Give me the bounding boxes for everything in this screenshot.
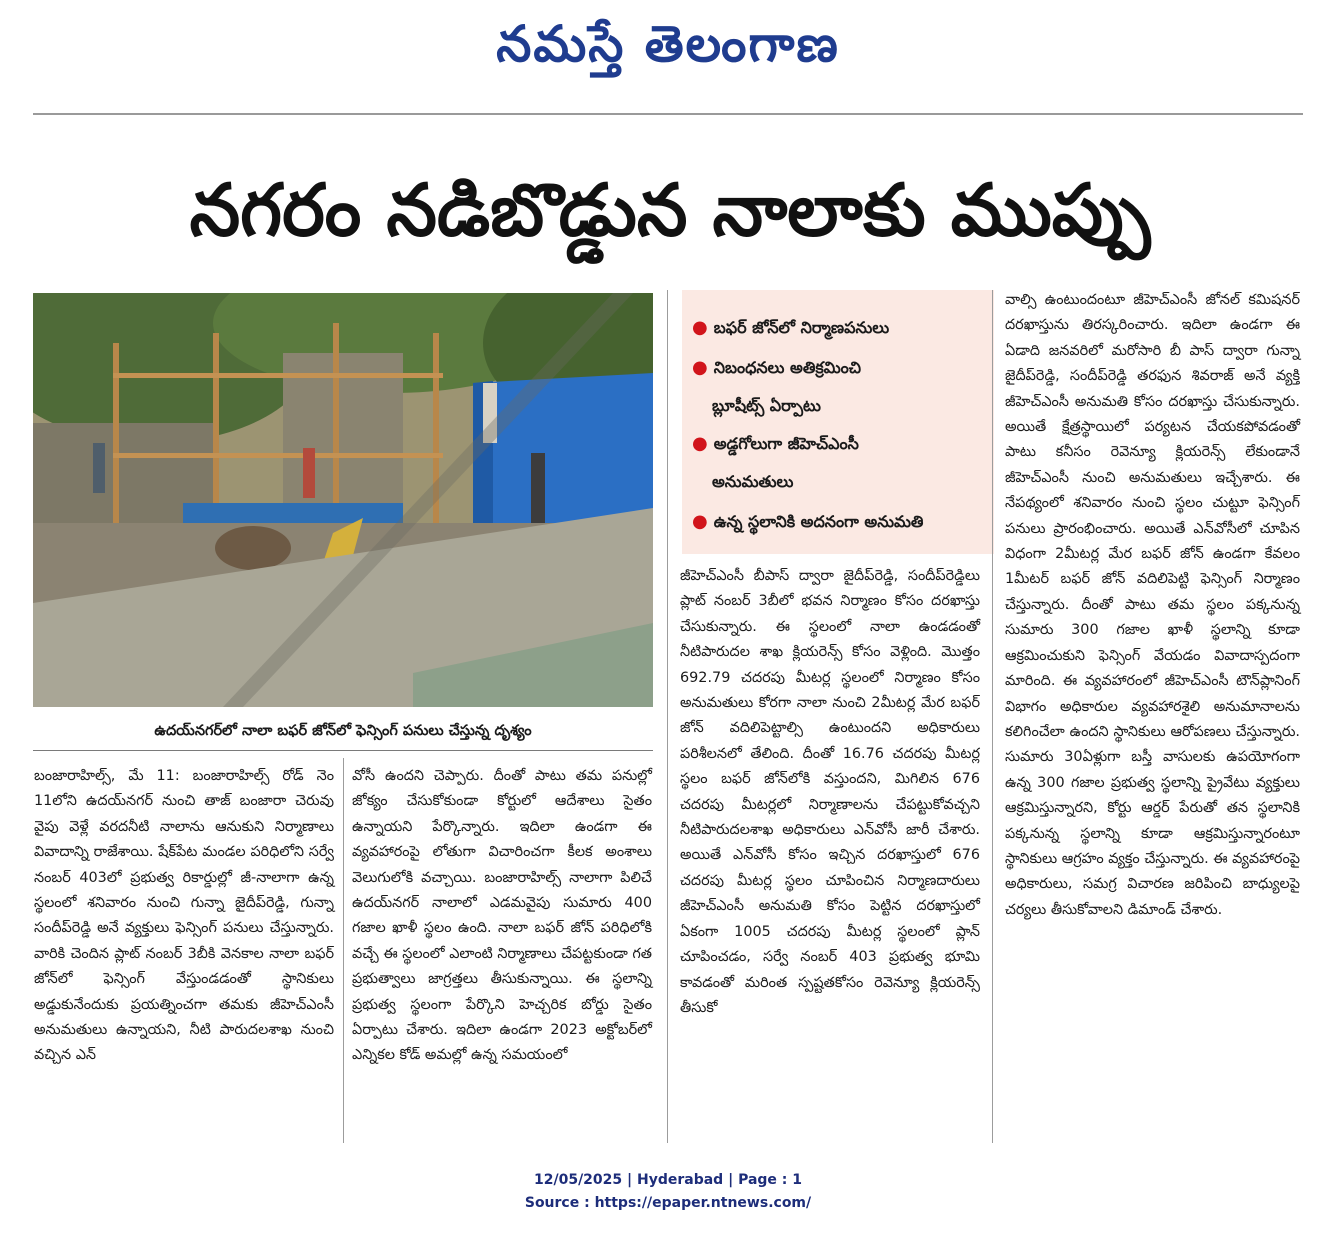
highlight-item: ● బఫర్ జోన్‌లో నిర్మాణపనులు	[692, 317, 890, 338]
bullet-icon: ●	[692, 317, 708, 338]
article-column-2	[352, 764, 652, 1144]
article-text: బంజారాహిల్స్, మే 11: బంజారాహిల్స్ రోడ్ నెం 11లోని ఉదయ్‌నగర్ నుంచి తాజ్ బంజారా చెరువు వైపు వెళ్లే వరదనీటి నాలాను ఆనుకుని నిర్మాణాలు వివాదాన్ని రాజేశాయి. షేక్‌పేట మండల పరిధిలోని సర్వే నంబర్ 403లో ప్రభుత్వ రికార్డుల్లో జీ-నాలాగా ఉన్న స్థలంలో శనివారం నుంచి గున్నా జైదీప్‌రెడ్డి, గున్నా సందీప్‌రెడ్డి అనే వ్యక్తులు ఫెన్సింగ్ పనులు చేస్తున్నారు. వారికి చెందిన ప్లాట్ నంబర్ 3బీకి వెనకాల నాలా బఫర్ జోన్‌లో ఫెన్సింగ్ వేస్తుండడంతో స్థానికులు అడ్డుకునేందుకు ప్రయత్నించగా తమకు జీహెచ్ఎంసీ అనుమతులు ఉన్నాయని, నీటి పారుదలశాఖ నుంచి వచ్చిన ఎన్	[34, 768, 334, 1064]
photo-caption-text: ఉదయ్‌నగర్‌లో నాలా బఫర్ జోన్‌లో ఫెన్సింగ్ పనులు చేస్తున్న దృశ్యం	[154, 723, 532, 739]
article-column-4	[1005, 288, 1300, 1144]
highlight-item-continued: బ్లూషీట్స్ ఏర్పాటు	[712, 396, 821, 415]
headline: నగరం నడిబొడ్డున నాలాకు ముప్పు	[189, 168, 1151, 252]
article-text: వోసీ ఉందని చెప్పారు. దీంతో పాటు తమ పనుల్లో జోక్యం చేసుకోకుండా కోర్టులో ఆదేశాలు సైతం ఉన్నాయని పేర్కొన్నారు. ఇదిలా ఉండగా ఈ వ్యవహారంపై లోతుగా విచారించగా కీలక అంశాలు వెలుగులోకి వచ్చాయి. బంజారాహిల్స్ నాలాగా పిలిచే ఉదయ్‌నగర్ నాలాలో ఎడమవైపు సుమారు 400 గజాల ఖాళీ స్థలం ఉంది. నాలా బఫర్ జోన్ పరిధిలోకి వచ్చే ఈ స్థలంలో ఎలాంటి నిర్మాణాలు చేపట్టకుండా గత ప్రభుత్వాలు జాగ్రత్తలు తీసుకున్నాయి. ఈ స్థలాన్ని ప్రభుత్వ స్థలంగా పేర్కొని హెచ్చరిక బోర్డు సైతం ఏర్పాటు చేశారు. ఇదిలా ఉండగా 2023 అక్టోబర్‌లో ఎన్నికల కోడ్ అమల్లో ఉన్న సమయంలో	[352, 768, 652, 1064]
news-photo	[33, 293, 653, 707]
top-rule	[33, 113, 1303, 115]
article-column-3	[680, 564, 980, 1144]
highlight-item: ● అడ్డగోలుగా జీహెచ్ఎంసీ	[692, 433, 859, 454]
bullet-icon: ●	[692, 433, 708, 454]
highlight-item: ● ఉన్న స్థలానికి అదనంగా అనుమతి	[692, 511, 924, 532]
highlights-box	[682, 290, 994, 554]
column-divider	[992, 290, 993, 1143]
headline-block	[30, 145, 1310, 275]
bullet-icon: ●	[692, 357, 708, 378]
highlight-item: ● నిబంధనలు అతిక్రమించి	[692, 357, 862, 378]
photo-caption	[33, 712, 653, 751]
footer-source-line: Source : https://epaper.ntnews.com/	[524, 1195, 812, 1211]
masthead-title: నమస్తే తెలంగాణ	[496, 14, 840, 73]
column-divider	[667, 290, 668, 1143]
article-text: జీహెచ్ఎంసీ బీపాస్ ద్వారా జైదీప్‌రెడ్డి, సందీప్‌రెడ్డిలు ప్లాట్ నంబర్ 3బీలో భవన నిర్మాణం కోసం దరఖాస్తు చేసుకున్నారు. ఈ స్థలంలో నాలా ఉండడంతో నీటిపారుదల శాఖ క్లియరెన్స్ కోసం వెళ్లింది. మొత్తం 692.79 చదరపు మీటర్ల స్థలంలో నిర్మాణం కోసం అనుమతులు కోరగా నాలా నుంచి 2మీటర్ల మేర బఫర్ జోన్ వదిలిపెట్టాల్సి ఉంటుందని అధికారులు పరిశీలనలో తేలింది. దీంతో 16.76 చదరపు మీటర్ల స్థలం బఫర్ జోన్‌లోకి వస్తుందని, మిగిలిన 676 చదరపు మీటర్లలో నిర్మాణాలను చేపట్టుకోవచ్చని నీటిపారుదలశాఖ అధికారులు ఎన్‌వోసీ జారీ చేశారు. అయితే ఎన్‌వోసీ కోసం ఇచ్చిన దరఖాస్తులో 676 చదరపు మీటర్ల స్థలం చూపించిన నిర్మాణదారులు జీహెచ్ఎంసీ అనుమతి కోసం పెట్టిన దరఖాస్తులో ఏకంగా 1005 చదరపు మీటర్ల స్థలంలో ప్లాన్ చూపించడం, సర్వే నంబర్ 403 ప్రభుత్వ భూమి కావడంతో మరింత స్పష్టతకోసం రెవెన్యూ క్లియరెన్స్ తీసుకో	[680, 568, 980, 1016]
article-column-1	[34, 764, 334, 1144]
highlight-item-continued: అనుమతులు	[712, 472, 794, 491]
masthead	[0, 8, 1336, 80]
footer-date-line: 12/05/2025 | Hyderabad | Page : 1	[533, 1172, 803, 1188]
column-divider	[343, 758, 344, 1143]
article-text: వాల్సి ఉంటుందంటూ జీహెచ్ఎంసీ జోనల్ కమిషనర్ దరఖాస్తును తిరస్కరించారు. ఇదిలా ఉండగా ఈ ఏడాది జనవరిలో మరోసారి బీ పాస్ ద్వారా గున్నా జైదీప్‌రెడ్డి, సందీప్‌రెడ్డి తరఫున శివరాజ్ అనే వ్యక్తి జీహెచ్ఎంసీ అనుమతి కోసం దరఖాస్తు చేసుకున్నారు. అయితే క్షేత్రస్థాయిలో పర్యటన చేయకపోవడంతో పాటు కనీసం రెవెన్యూ క్లియరెన్స్ లేకుండానే జీహెచ్ఎంసీ నుంచి అనుమతులు ఇచ్చేశారు. ఈ నేపథ్యంలో శనివారం నుంచి స్థలం చుట్టూ ఫెన్సింగ్ పనులు ప్రారంభించారు. అయితే ఎన్‌వోసీలో చూపిన విధంగా 2మీటర్ల మేర బఫర్ జోన్ ఉండగా కేవలం 1మీటర్ బఫర్ జోన్ వదిలిపెట్టి ఫెన్సింగ్ నిర్మాణం చేస్తున్నారు. దీంతో పాటు తమ స్థలం పక్కనున్న సుమారు 300 గజాల ఖాళీ స్థలాన్ని కూడా ఆక్రమించుకుని ఫెన్సింగ్ వేయడం వివాదాస్పదంగా మారింది. ఈ వ్యవహారంలో జీహెచ్ఎంసీ టౌన్‌ప్లానింగ్ విభాగం అధికారుల వ్యవహారశైలి అనుమానాలను కలిగించేలా ఉందని స్థానికులు ఆరోపణలు చేస్తున్నారు. సుమారు 30ఏళ్లుగా బస్తీ వాసులకు ఉపయోగంగా ఉన్న 300 గజాల ప్రభుత్వ స్థలాన్ని ప్రైవేటు వ్యక్తులు ఆక్రమిస్తున్నారని, కోర్టు ఆర్డర్ పేరుతో తన స్థలానికి పక్కనున్న స్థలాన్ని కూడా ఆక్రమిస్తున్నారంటూ స్థానికులు ఆగ్రహం వ్యక్తం చేస్తున్నారు. ఈ వ్యవహారంపై అధికారులు, సమగ్ర విచారణ జరిపించి బాధ్యులపై చర్యలు తీసుకోవాలని డిమాండ్ చేశారు.	[1005, 292, 1300, 918]
bullet-icon: ●	[692, 511, 708, 532]
